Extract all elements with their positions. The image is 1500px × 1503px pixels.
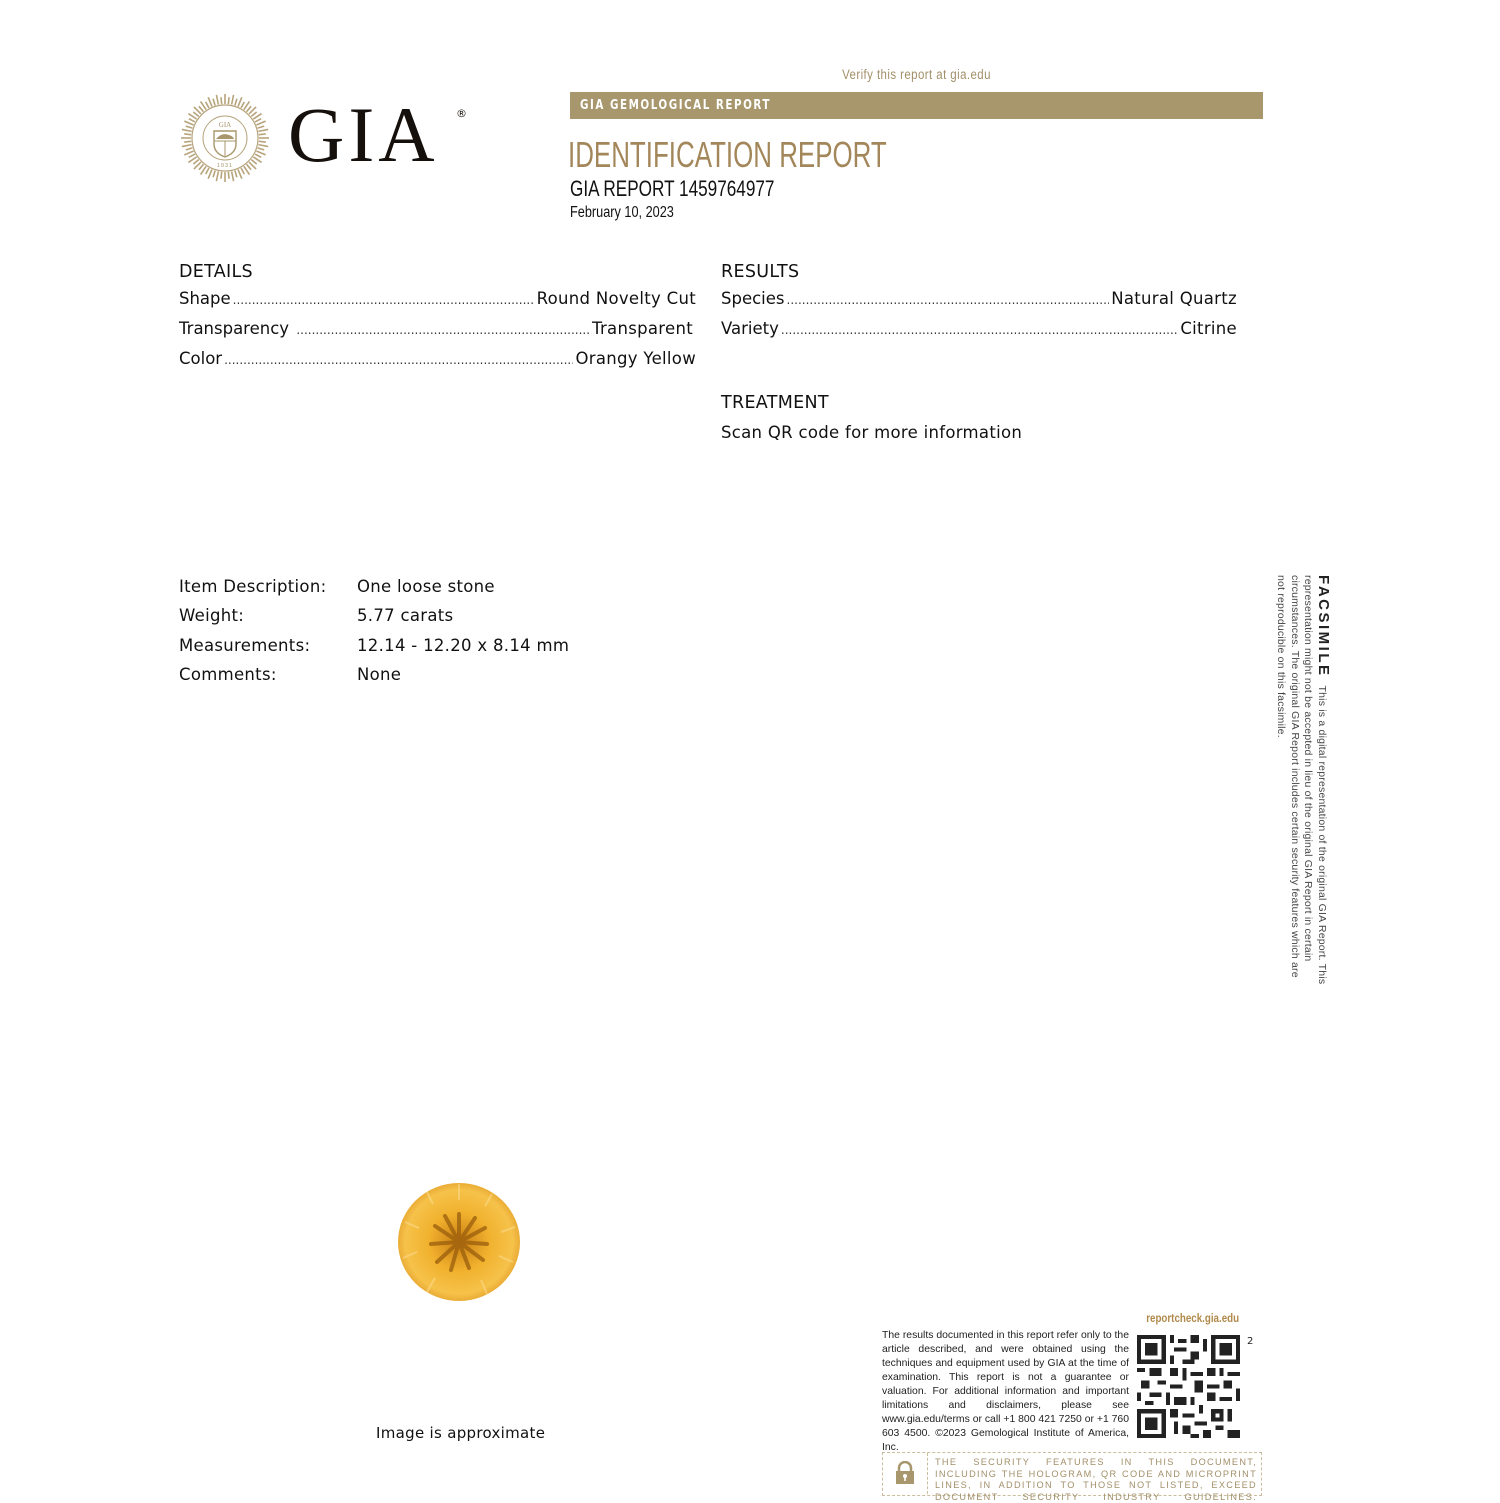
item-row	[179, 601, 569, 630]
item-row	[179, 572, 569, 601]
image-caption: Image is approximate	[376, 1424, 546, 1442]
svg-text:GIA: GIA	[218, 121, 232, 129]
item-label: Item Description:	[179, 577, 327, 597]
treatment-note: Scan QR code for more information	[721, 423, 1023, 442]
security-notice	[882, 1452, 1262, 1502]
leader-dots	[224, 353, 573, 367]
leader-dots	[781, 323, 1178, 337]
detail-label: Shape	[179, 289, 231, 308]
details-title: DETAILS	[179, 262, 253, 282]
gem-image	[397, 1182, 521, 1302]
qr-code[interactable]	[1137, 1335, 1240, 1438]
item-row	[179, 631, 569, 660]
lock-box	[883, 1453, 928, 1494]
result-label: Variety	[721, 319, 779, 338]
leader-dots	[296, 323, 590, 337]
svg-text:1931: 1931	[216, 163, 234, 169]
result-row-species	[721, 289, 1237, 319]
results-section	[721, 262, 1237, 349]
gia-seal-icon	[178, 94, 272, 182]
detail-label: Transparency	[179, 319, 295, 338]
item-row	[179, 660, 569, 689]
lock-icon	[895, 1461, 915, 1485]
item-value: 12.14 - 12.20 x 8.14 mm	[357, 635, 570, 655]
report-band	[570, 92, 1263, 119]
detail-row-transparency	[179, 319, 696, 349]
facsimile-body: This is a digital representation of the original GIA Report. This representation might not be accepted in lieu of the original GIA Report in certain circumstances. The original GIA Report includes certain security features which are not reproducible on this facsimile.	[1275, 575, 1328, 985]
security-text: THE SECURITY FEATURES IN THIS DOCUMENT, INCLUDING THE HOLOGRAM, QR CODE AND MICROPRINT LINES, IN ADDITION TO THOSE NOT LISTED, EXCEED DOCUMENT SECURITY INDUSTRY GUIDELINES.	[935, 1457, 1257, 1502]
report-number: GIA REPORT 1459764977	[570, 176, 775, 201]
detail-row-color	[179, 349, 696, 379]
detail-label: Color	[179, 349, 223, 368]
treatment-section	[721, 393, 1237, 442]
detail-value: Round Novelty Cut	[536, 289, 696, 308]
item-value: 5.77 carats	[357, 606, 454, 626]
gia-wordmark: GIA	[288, 91, 439, 178]
result-label: Species	[721, 289, 785, 308]
facsimile-heading: FACSIMILE	[1315, 575, 1332, 678]
item-label: Comments:	[179, 665, 277, 685]
band-label: GIA GEMOLOGICAL REPORT	[580, 97, 771, 113]
leader-dots	[787, 293, 1110, 307]
results-title: RESULTS	[721, 262, 800, 282]
detail-row-shape	[179, 289, 696, 319]
reportcheck-link[interactable]: reportcheck.gia.edu	[1146, 1313, 1240, 1325]
page-number: 2	[1247, 1336, 1254, 1347]
result-value: Citrine	[1180, 319, 1237, 338]
item-value: None	[357, 665, 402, 685]
facsimile-notice	[1274, 575, 1330, 987]
details-section	[179, 262, 696, 379]
treatment-title: TREATMENT	[721, 393, 829, 413]
detail-value: Orangy Yellow	[575, 349, 696, 368]
disclaimer-text: The results documented in this report refer only to the article described, and were obtained using the techniques and equipment used by GIA at the time of examination. This report is not a guarantee or valuation. For additional information and important limitations and disclaimers, please see www.gia.edu/terms or call +1 800 421 7250 or +1 760 603 4500. ©2023 Gemological Institute of America, Inc.	[882, 1330, 1129, 1453]
report-date: February 10, 2023	[570, 204, 674, 221]
result-row-variety	[721, 319, 1237, 349]
item-label: Weight:	[179, 606, 245, 626]
leader-dots	[233, 293, 535, 307]
item-value: One loose stone	[357, 577, 495, 597]
report-title: IDENTIFICATION REPORT	[568, 134, 887, 175]
result-value: Natural Quartz	[1111, 289, 1237, 308]
verify-link[interactable]: Verify this report at gia.edu	[842, 67, 991, 82]
item-info	[179, 572, 569, 689]
detail-value: Transparent	[592, 319, 693, 338]
registered-mark: ®	[456, 107, 467, 120]
item-label: Measurements:	[179, 635, 311, 655]
